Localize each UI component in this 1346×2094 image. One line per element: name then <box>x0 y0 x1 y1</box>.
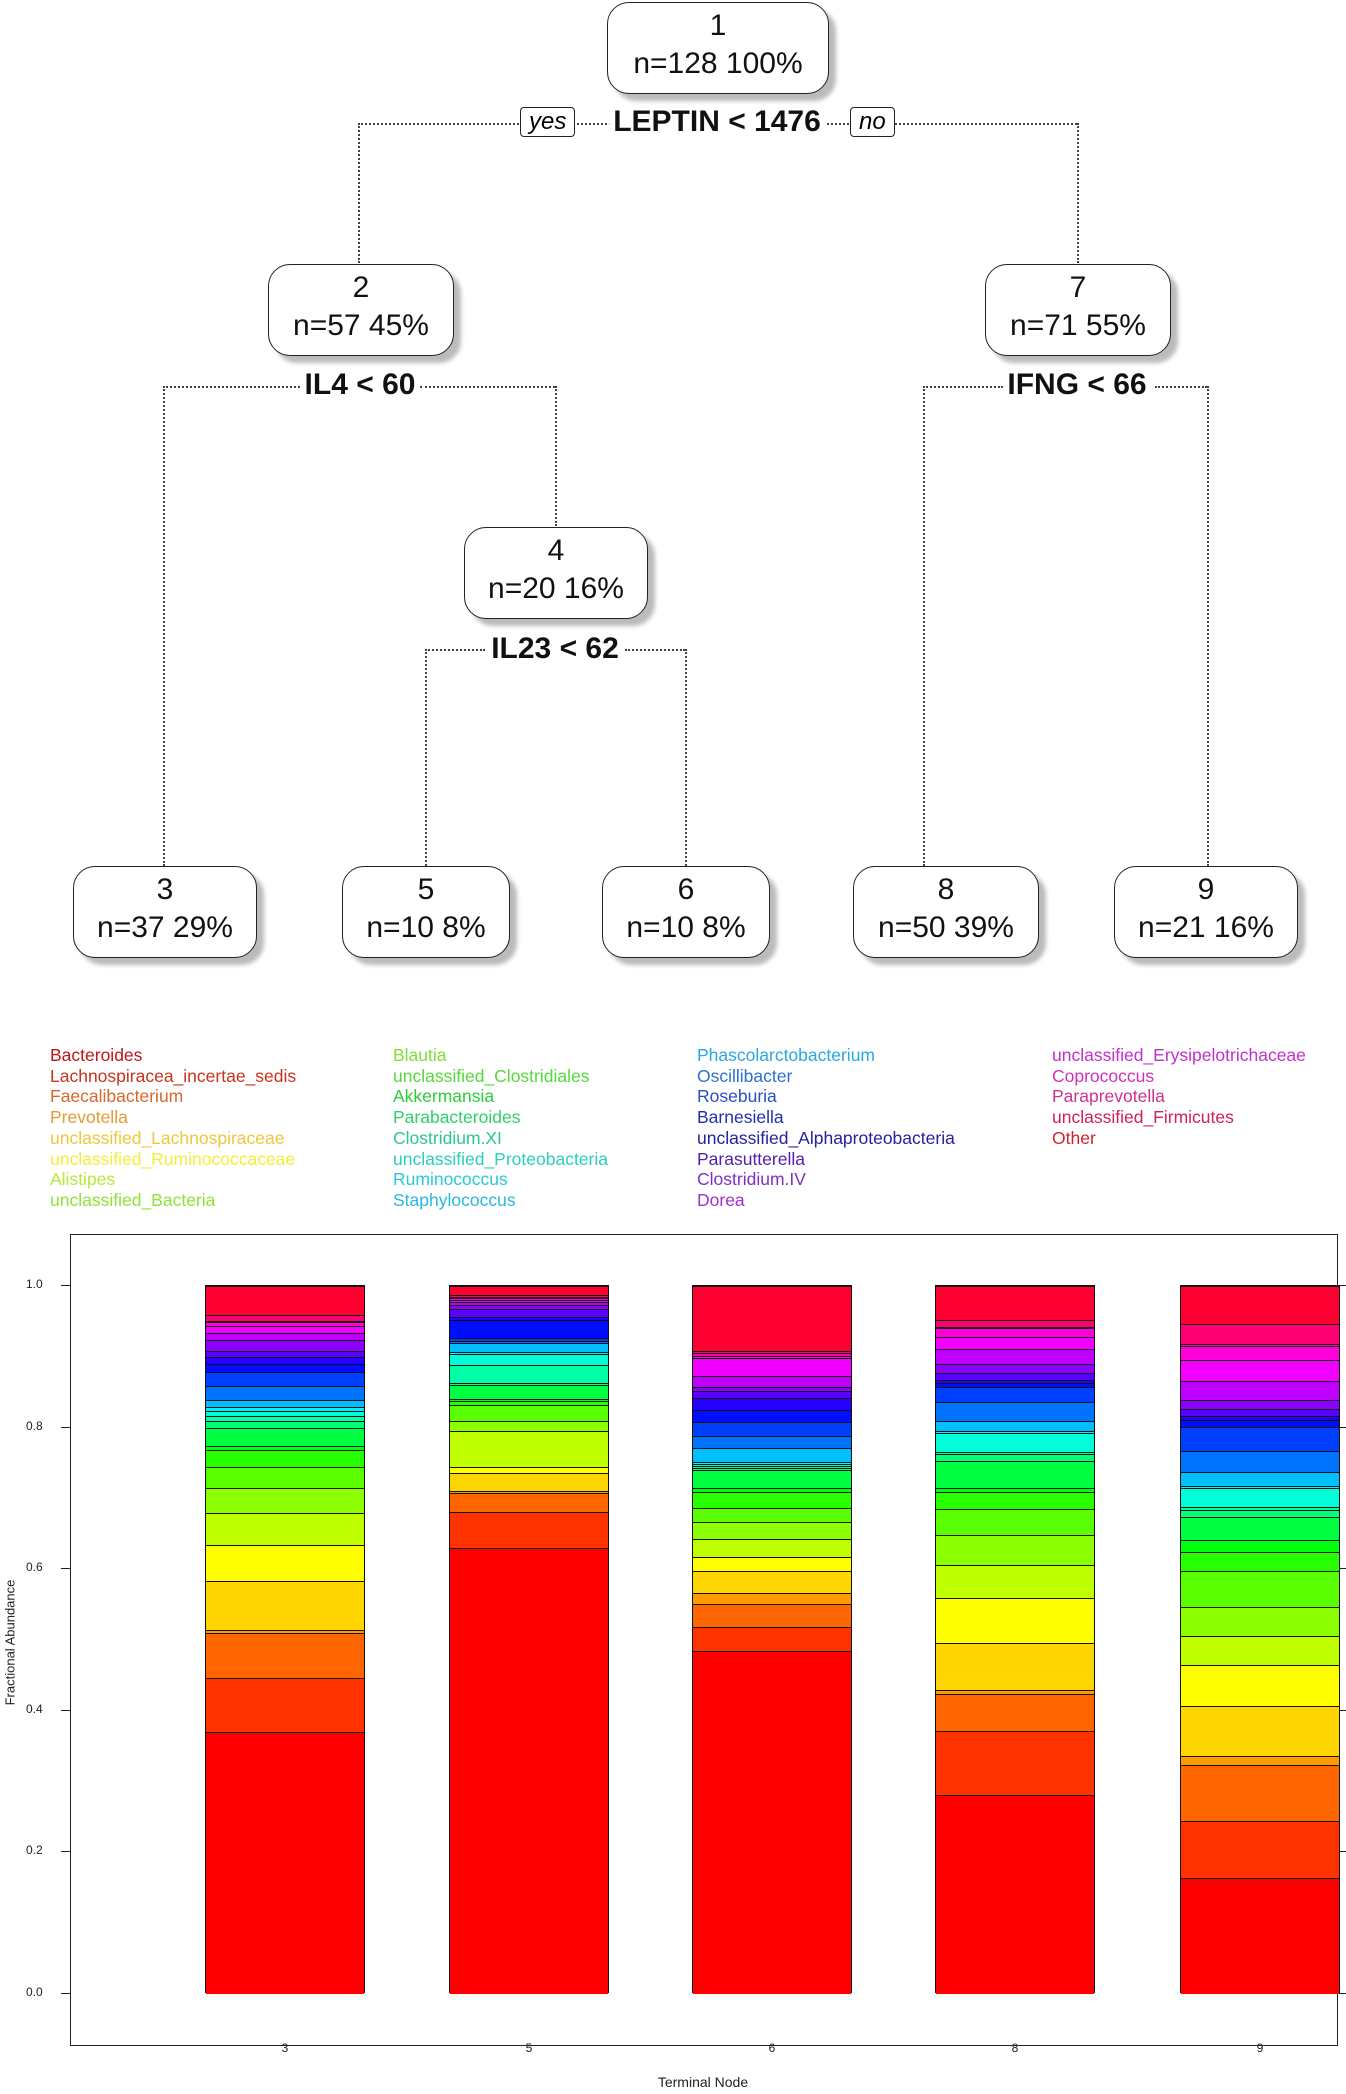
node-id: 1 <box>709 9 727 42</box>
node-id: 6 <box>677 873 695 906</box>
bar-segment <box>693 1422 851 1436</box>
bar-segment <box>450 1338 608 1342</box>
bar-segment <box>1181 1472 1339 1486</box>
split-rule: IL4 < 60 <box>301 368 420 402</box>
bar-segment <box>450 1341 608 1343</box>
bar-segment <box>936 1461 1094 1489</box>
bar-segment <box>450 1421 608 1432</box>
bar-segment <box>693 1353 851 1355</box>
bar-segment <box>450 1297 608 1298</box>
bar-segment <box>936 1565 1094 1598</box>
bar-segment <box>206 1315 364 1321</box>
bar-segment <box>206 1581 364 1631</box>
connector-line <box>358 123 638 125</box>
bar-segment <box>1181 1821 1339 1879</box>
bar-segment <box>693 1571 851 1593</box>
legend-item: unclassified_Proteobacteria <box>393 1148 608 1169</box>
bar-segment <box>206 1326 364 1333</box>
bar-segment <box>1181 1756 1339 1765</box>
bar-segment <box>936 1433 1094 1452</box>
y-tick <box>61 1285 71 1286</box>
bar-segment <box>693 1410 851 1422</box>
node-stats: n=57 45% <box>293 309 429 342</box>
bar-segment <box>1181 1400 1339 1409</box>
bar-segment <box>1181 1409 1339 1416</box>
bar-segment <box>1181 1381 1339 1400</box>
bar-segment <box>450 1491 608 1493</box>
legend-column <box>50 1045 296 1211</box>
bar-segment <box>450 1431 608 1467</box>
x-tick-label: 8 <box>1011 2041 1019 2055</box>
bar-segment <box>206 1633 364 1678</box>
stacked-bar <box>692 1285 852 1993</box>
x-axis-label: Terminal Node <box>657 2074 749 2090</box>
bar-segment <box>693 1436 851 1448</box>
legend-item: unclassified_Alphaproteobacteria <box>697 1127 955 1148</box>
bar-segment <box>450 1343 608 1352</box>
connector-line <box>923 386 1003 388</box>
legend-item: Blautia <box>393 1045 447 1065</box>
node-id: 7 <box>1069 271 1087 304</box>
bar-segment <box>1181 1540 1339 1552</box>
bar-segment <box>693 1466 851 1467</box>
bar-segment <box>450 1548 608 1994</box>
tree-node <box>1114 866 1298 958</box>
bar-segment <box>936 1328 1094 1336</box>
y-tick <box>61 1568 71 1569</box>
bar-segment <box>693 1651 851 1994</box>
bar-segment <box>936 1383 1094 1387</box>
bar-segment <box>450 1401 608 1405</box>
bar-segment <box>936 1349 1094 1364</box>
x-tick-label: 3 <box>281 2041 289 2055</box>
bar-segment <box>1181 1607 1339 1636</box>
bar-segment <box>693 1539 851 1557</box>
y-tick-label: 0.6 <box>26 1560 43 1575</box>
bar-segment <box>450 1399 608 1401</box>
tree-node <box>342 866 510 958</box>
bar-segment <box>450 1295 608 1297</box>
bar-segment <box>693 1462 851 1464</box>
bar-segment <box>1181 1346 1339 1360</box>
bar-segment <box>1181 1416 1339 1420</box>
bar-segment <box>206 1513 364 1545</box>
node-id: 8 <box>937 873 955 906</box>
bar-segment <box>206 1351 364 1357</box>
bar-segment <box>936 1452 1094 1454</box>
legend-item: unclassified_Lachnospiraceae <box>50 1127 285 1148</box>
bar-segment <box>206 1411 364 1416</box>
node-stats: n=71 55% <box>1010 309 1146 342</box>
split-rule: LEPTIN < 1476 <box>609 105 825 139</box>
connector-line <box>1077 123 1079 263</box>
bar-segment <box>206 1372 364 1385</box>
bar-segment <box>450 1473 608 1491</box>
legend-item: Parabacteroides <box>393 1107 521 1128</box>
node-stats: n=50 39% <box>878 911 1014 944</box>
connector-line <box>625 649 685 651</box>
bar-segment <box>1181 1517 1339 1540</box>
tree-node <box>268 264 454 356</box>
connector-line <box>425 649 485 651</box>
bar-segment <box>1181 1486 1339 1488</box>
bar-segment <box>693 1470 851 1488</box>
bar-segment <box>693 1464 851 1466</box>
bar-segment <box>693 1391 851 1398</box>
legend-item: Faecalibacterium <box>50 1086 184 1107</box>
bar-segment <box>206 1467 364 1488</box>
bar-segment <box>206 1678 364 1732</box>
split-rule: IFNG < 66 <box>1003 368 1150 402</box>
bar-segment <box>206 1421 364 1428</box>
connector-line <box>163 386 165 866</box>
bar-segment <box>936 1387 1094 1402</box>
y-tick <box>61 1710 71 1711</box>
bar-segment <box>693 1286 851 1351</box>
tree-node <box>464 527 648 619</box>
legend-item: unclassified_Firmicutes <box>1052 1107 1234 1128</box>
bar-segment <box>693 1387 851 1391</box>
bar-segment <box>206 1357 364 1364</box>
bar-segment <box>936 1454 1094 1461</box>
bar-segment <box>936 1492 1094 1509</box>
bar-segment <box>450 1298 608 1299</box>
bar-segment <box>206 1400 364 1407</box>
bar-segment <box>206 1322 364 1326</box>
connector-line <box>923 386 925 866</box>
bar-segment <box>936 1431 1094 1433</box>
bar-segment <box>936 1690 1094 1694</box>
bar-segment <box>693 1492 851 1509</box>
stacked-bar <box>449 1285 609 1993</box>
yes-label: yes <box>520 107 575 137</box>
connector-line <box>420 386 555 388</box>
bar-segment <box>450 1383 608 1385</box>
bar-segment <box>206 1416 364 1422</box>
y-tick-label: 0.8 <box>26 1418 43 1433</box>
bar-segment <box>450 1305 608 1309</box>
node-stats: n=37 29% <box>97 911 233 944</box>
bar-segment <box>1181 1510 1339 1517</box>
bar-segment <box>693 1358 851 1376</box>
bar-segment <box>1181 1324 1339 1344</box>
bar-segment <box>936 1364 1094 1373</box>
legend-item: Roseburia <box>697 1086 777 1107</box>
node-stats: n=10 8% <box>626 911 746 944</box>
bar-segment <box>450 1302 608 1306</box>
x-tick-label: 9 <box>1256 2041 1264 2055</box>
legend-item: Lachnospiracea_incertae_sedis <box>50 1065 297 1086</box>
connector-line <box>425 649 427 866</box>
bar-segment <box>1181 1286 1339 1324</box>
bar-segment <box>936 1488 1094 1492</box>
bar-segment <box>693 1468 851 1470</box>
tree-node <box>73 866 257 958</box>
bar-segment <box>1181 1665 1339 1706</box>
bar-segment <box>450 1300 608 1302</box>
bar-segment <box>206 1286 364 1315</box>
stacked-bar <box>205 1285 365 1993</box>
node-id: 9 <box>1197 873 1215 906</box>
bar-segment <box>1181 1344 1339 1346</box>
bar-segment <box>936 1320 1094 1327</box>
bar-segment <box>936 1509 1094 1535</box>
bar-segment <box>450 1385 608 1399</box>
bar-segment <box>450 1320 608 1338</box>
bar-segment <box>1181 1636 1339 1665</box>
bar-segment <box>936 1373 1094 1380</box>
bar-segment <box>206 1407 364 1411</box>
bar-segment <box>206 1333 364 1340</box>
tree-node <box>853 866 1039 958</box>
bar-segment <box>206 1428 364 1446</box>
no-label: no <box>850 107 895 137</box>
bar-segment <box>1181 1552 1339 1572</box>
stacked-bar <box>1180 1285 1340 1993</box>
bar-segment <box>693 1557 851 1571</box>
bar-segment <box>206 1340 364 1351</box>
bar-segment <box>450 1512 608 1548</box>
bar-segment <box>1181 1488 1339 1507</box>
bar-segment <box>450 1309 608 1318</box>
connector-line <box>1155 386 1207 388</box>
bar-segment <box>936 1327 1094 1328</box>
y-tick <box>61 1427 71 1428</box>
legend-column <box>1052 1045 1306 1149</box>
bar-segment <box>450 1405 608 1421</box>
connector-line <box>1207 386 1209 866</box>
bar-segment <box>206 1386 364 1400</box>
legend-item: Oscillibacter <box>697 1065 793 1086</box>
bar-segment <box>693 1488 851 1492</box>
node-stats: n=10 8% <box>366 911 486 944</box>
bar-segment <box>1181 1878 1339 1994</box>
bar-segment <box>206 1446 364 1450</box>
split-rule: IL23 < 62 <box>487 632 623 666</box>
bar-segment <box>936 1402 1094 1421</box>
bar-segment <box>1181 1451 1339 1472</box>
node-id: 5 <box>417 873 435 906</box>
y-tick-label: 0.0 <box>26 1985 43 1999</box>
node-stats: n=21 16% <box>1138 911 1274 944</box>
legend-item: Alistipes <box>50 1169 116 1190</box>
bar-segment <box>936 1380 1094 1384</box>
legend-item: unclassified_Clostridiales <box>393 1065 590 1086</box>
legend-item: Prevotella <box>50 1107 128 1128</box>
bar-segment <box>1181 1420 1339 1427</box>
legend-item: unclassified_Ruminococcaceae <box>50 1148 296 1169</box>
bar-segment <box>693 1508 851 1522</box>
tree-node <box>607 2 829 94</box>
y-tick-label: 1.0 <box>26 1277 43 1291</box>
connector-line <box>163 386 308 388</box>
bar-segment <box>1181 1427 1339 1451</box>
legend-column <box>393 1045 608 1211</box>
bar-segment <box>693 1627 851 1650</box>
bar-segment <box>936 1337 1094 1350</box>
bar-segment <box>206 1450 364 1468</box>
legend-item: unclassified_Bacteria <box>50 1189 216 1210</box>
bar-segment <box>936 1795 1094 1994</box>
y-tick <box>61 1993 71 1994</box>
bar-segment <box>206 1488 364 1513</box>
bar-segment <box>206 1732 364 1994</box>
bar-segment <box>693 1376 851 1388</box>
connector-line <box>685 649 687 866</box>
bar-segment <box>936 1421 1094 1431</box>
bar-segment <box>936 1535 1094 1565</box>
bar-segment <box>936 1598 1094 1643</box>
bar-segment <box>1181 1765 1339 1821</box>
bar-segment <box>693 1356 851 1358</box>
bar-segment <box>450 1286 608 1295</box>
bar-segment <box>693 1604 851 1627</box>
bar-segment <box>206 1364 364 1372</box>
bar-segment <box>693 1448 851 1462</box>
bar-segment <box>450 1493 608 1512</box>
tree-node <box>985 264 1171 356</box>
legend-item: Paraprevotella <box>1052 1086 1165 1107</box>
tree-node <box>602 866 770 958</box>
y-axis-label: Fractional Abundance <box>2 1579 18 1706</box>
legend-item: Phascolarctobacterium <box>697 1045 875 1065</box>
bar-segment <box>1181 1360 1339 1381</box>
bar-segment <box>450 1354 608 1365</box>
node-stats: n=128 100% <box>633 47 803 80</box>
bar-segment <box>450 1467 608 1473</box>
bar-segment <box>693 1522 851 1539</box>
x-tick-label: 5 <box>525 2041 533 2055</box>
bar-segment <box>693 1351 851 1353</box>
bar-segment <box>206 1545 364 1580</box>
bar-segment <box>206 1321 364 1322</box>
legend-item: Clostridium.IV <box>697 1169 806 1190</box>
bar-segment <box>450 1317 608 1319</box>
legend-item: Parasutterella <box>697 1148 805 1169</box>
legend-item: Other <box>1052 1127 1096 1148</box>
legend-item: Clostridium.XI <box>393 1127 502 1148</box>
legend-column <box>697 1045 955 1211</box>
bar-segment <box>1181 1706 1339 1755</box>
y-tick <box>61 1851 71 1852</box>
legend-item: Bacteroides <box>50 1045 143 1065</box>
bar-segment <box>206 1630 364 1633</box>
legend-item: Coprococcus <box>1052 1065 1155 1086</box>
legend-item: Barnesiella <box>697 1107 784 1128</box>
legend-item: Staphylococcus <box>393 1189 516 1210</box>
node-stats: n=20 16% <box>488 572 624 605</box>
bar-segment <box>936 1694 1094 1731</box>
stacked-bar <box>935 1285 1095 1993</box>
bar-segment <box>936 1643 1094 1690</box>
bar-segment <box>936 1731 1094 1794</box>
node-id: 2 <box>352 271 370 304</box>
y-tick-label: 0.4 <box>26 1701 43 1716</box>
bar-segment <box>1181 1507 1339 1510</box>
bar-segment <box>1181 1571 1339 1607</box>
stacked-bar-plot <box>26 1234 1338 2055</box>
node-id: 4 <box>547 534 565 567</box>
node-id: 3 <box>156 873 174 906</box>
legend-item: Ruminococcus <box>393 1169 508 1190</box>
y-tick-label: 0.2 <box>26 1843 43 1858</box>
legend-item: Dorea <box>697 1189 745 1210</box>
bar-segment <box>693 1593 851 1605</box>
bar-segment <box>936 1286 1094 1320</box>
connector-line <box>358 123 360 263</box>
bar-segment <box>693 1398 851 1410</box>
connector-line <box>555 386 557 526</box>
legend-item: Akkermansia <box>393 1086 495 1107</box>
bar-segment <box>450 1352 608 1354</box>
legend-item: unclassified_Erysipelotrichaceae <box>1052 1045 1306 1065</box>
x-tick-label: 6 <box>768 2041 776 2055</box>
bar-segment <box>450 1365 608 1383</box>
